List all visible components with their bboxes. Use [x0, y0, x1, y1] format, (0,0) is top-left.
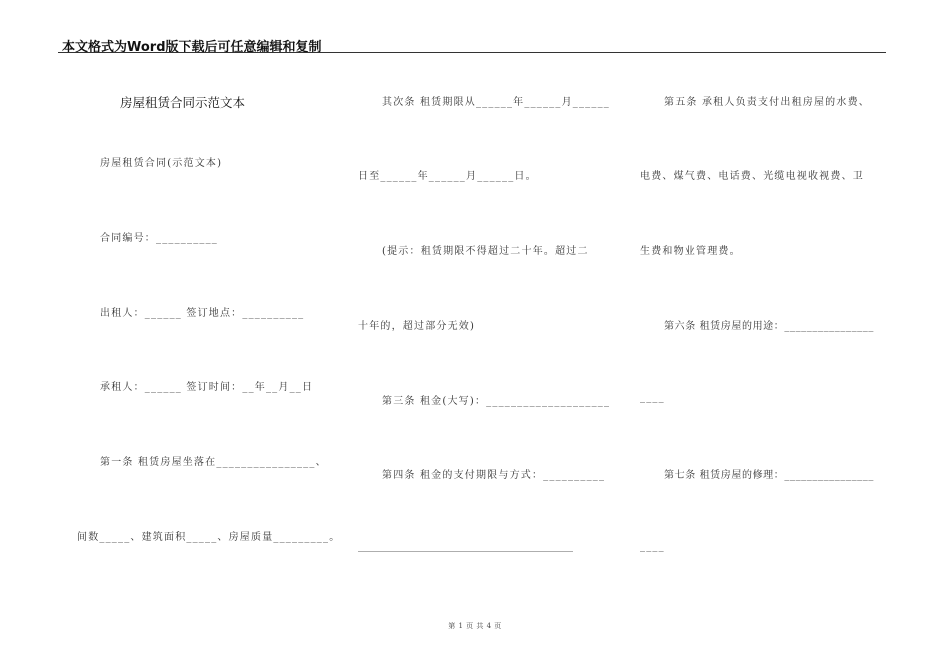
right-line-3: 生费和物业管理费。 [640, 246, 741, 257]
right-line-1: 第五条 承租人负责支付出租房屋的水费、 [664, 97, 870, 108]
left-line-3: 出租人：______ 签订地点：__________ [100, 308, 305, 319]
middle-line-5: 第三条 租金(大写)：____________________ [382, 396, 611, 407]
document-title: 房屋租赁合同示范文本 [120, 95, 246, 110]
left-line-2: 合同编号：__________ [100, 233, 218, 244]
page-header-title: 本文格式为Word版下载后可任意编辑和复制 [62, 40, 322, 55]
right-line-7: ____ [640, 541, 665, 552]
right-line-5: ____ [640, 392, 665, 403]
left-line-5: 第一条 租赁房屋坐落在________________、 [100, 457, 327, 468]
middle-line-2: 日至______年______月______日。 [358, 171, 537, 182]
left-line-4: 承租人：______ 签订时间：__年__月__日 [100, 382, 314, 393]
right-line-4: 第六条 租赁房屋的用途：________________ [664, 321, 874, 332]
left-line-1: 房屋租赁合同(示范文本) [100, 158, 223, 169]
middle-line-7: ___________________________________________ [358, 541, 573, 552]
right-line-2: 电费、煤气费、电话费、光缆电视收视费、卫 [640, 171, 864, 182]
middle-line-3: (提示：租赁期限不得超过二十年。超过二 [382, 246, 589, 257]
middle-line-1: 其次条 租赁期限从______年______月______ [382, 97, 610, 108]
header-divider [58, 52, 886, 53]
left-line-6: 间数_____、建筑面积_____、房屋质量_________。 [77, 532, 341, 543]
middle-line-4: 十年的，超过部分无效) [358, 321, 476, 332]
middle-line-6: 第四条 租金的支付期限与方式：__________ [382, 470, 606, 481]
page-number-footer: 第 1 页 共 4 页 [448, 622, 502, 630]
right-line-6: 第七条 租赁房屋的修理：________________ [664, 470, 874, 481]
